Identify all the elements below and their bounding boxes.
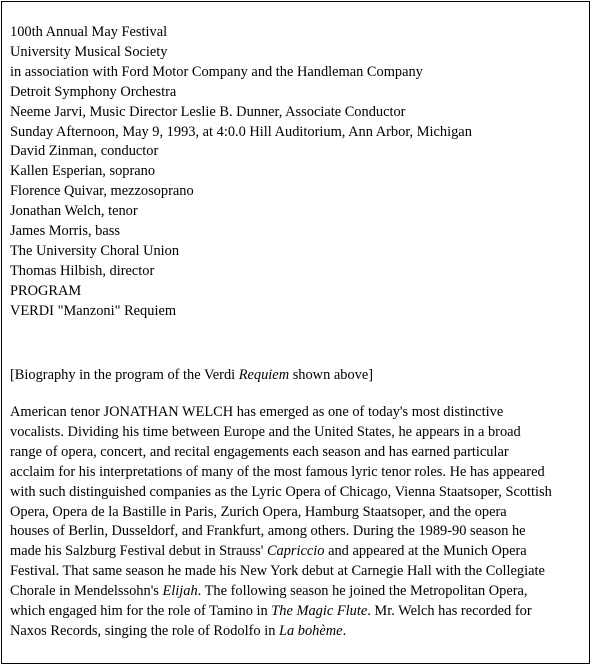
biography-paragraph	[10, 403, 552, 642]
tenor-line: Jonathan Welch, tenor	[10, 203, 138, 220]
caption-text-start: [Biography in the program of the Verdi	[10, 367, 239, 383]
program-work: VERDI "Manzoni" Requiem	[10, 302, 177, 319]
bio-text: which engaged him for the role of Tamino in	[10, 603, 272, 620]
bio-line: vocalists. Dividing his time between Europe and the United States, he appears in a broad	[10, 423, 521, 440]
bio-text: . Mr. Welch has recorded for	[367, 603, 532, 620]
caption-text-end: shown above]	[289, 367, 374, 383]
bio-text: and appeared at the Munich Opera	[324, 543, 527, 560]
program-heading: PROGRAM	[10, 282, 82, 299]
bio-italic-title: Elijah	[162, 583, 198, 600]
bio-italic-title: Capriccio	[266, 543, 325, 560]
bio-italic-title: The Magic Flute	[271, 603, 368, 620]
bio-line	[10, 542, 552, 562]
bio-line: Festival. That same season he made his New York debut at Carnegie Hall with the Collegiate	[10, 563, 545, 580]
bio-line: with such distinguished companies as the Lyric Opera of Chicago, Vienna Staatsoper, Scottish	[10, 483, 552, 500]
choral-union-line: The University Choral Union	[10, 242, 180, 259]
biography-caption	[10, 365, 373, 385]
caption-italic-title: Requiem	[238, 367, 290, 383]
date-venue-line: Sunday Afternoon, May 9, 1993, at 4:0.0 Hill Auditorium, Ann Arbor, Michigan	[10, 123, 472, 140]
conductor-line: David Zinman, conductor	[10, 143, 159, 160]
bio-line: American tenor JONATHAN WELCH has emerged as one of today's most distinctive	[10, 404, 504, 420]
directors-line: Neeme Jarvi, Music Director Leslie B. Dunner, Associate Conductor	[10, 103, 406, 120]
bio-line: Opera, Opera de la Bastille in Paris, Zurich Opera, Hamburg Staatsoper, and the opera	[10, 503, 507, 520]
bio-text: .	[342, 622, 347, 639]
bio-text: made his Salzburg Festival debut in Strauss'	[10, 543, 267, 560]
mezzosoprano-line: Florence Quivar, mezzosoprano	[10, 183, 194, 200]
bio-line	[10, 622, 552, 642]
orchestra-line: Detroit Symphony Orchestra	[10, 83, 177, 100]
sponsor-line: in association with Ford Motor Company and the Handleman Company	[10, 63, 423, 80]
bio-text: . The following season he joined the Metropolitan Opera,	[197, 583, 528, 600]
bio-line: acclaim for his interpretations of many of the most famous lyric tenor roles. He has appeared	[10, 463, 545, 480]
bio-line	[10, 602, 552, 622]
presenter-line: University Musical Society	[10, 43, 168, 60]
bio-line: range of opera, concert, and recital engagements each season and has earned particular	[10, 443, 509, 460]
bass-line: James Morris, bass	[10, 223, 120, 240]
soprano-line: Kallen Esperian, soprano	[10, 163, 156, 180]
choral-director-line: Thomas Hilbish, director	[10, 262, 155, 279]
bio-text: Naxos Records, singing the role of Rodolfo in	[10, 622, 279, 639]
bio-text: Chorale in Mendelssohn's	[10, 583, 163, 600]
bio-line: houses of Berlin, Dusseldorf, and Frankfurt, among others. During the 1989-90 season he	[10, 523, 526, 540]
festival-title: 100th Annual May Festival	[10, 24, 168, 40]
bio-italic-title: La bohème	[279, 622, 343, 639]
document-body	[10, 23, 582, 639]
program-header	[10, 23, 582, 322]
bio-line	[10, 582, 552, 602]
